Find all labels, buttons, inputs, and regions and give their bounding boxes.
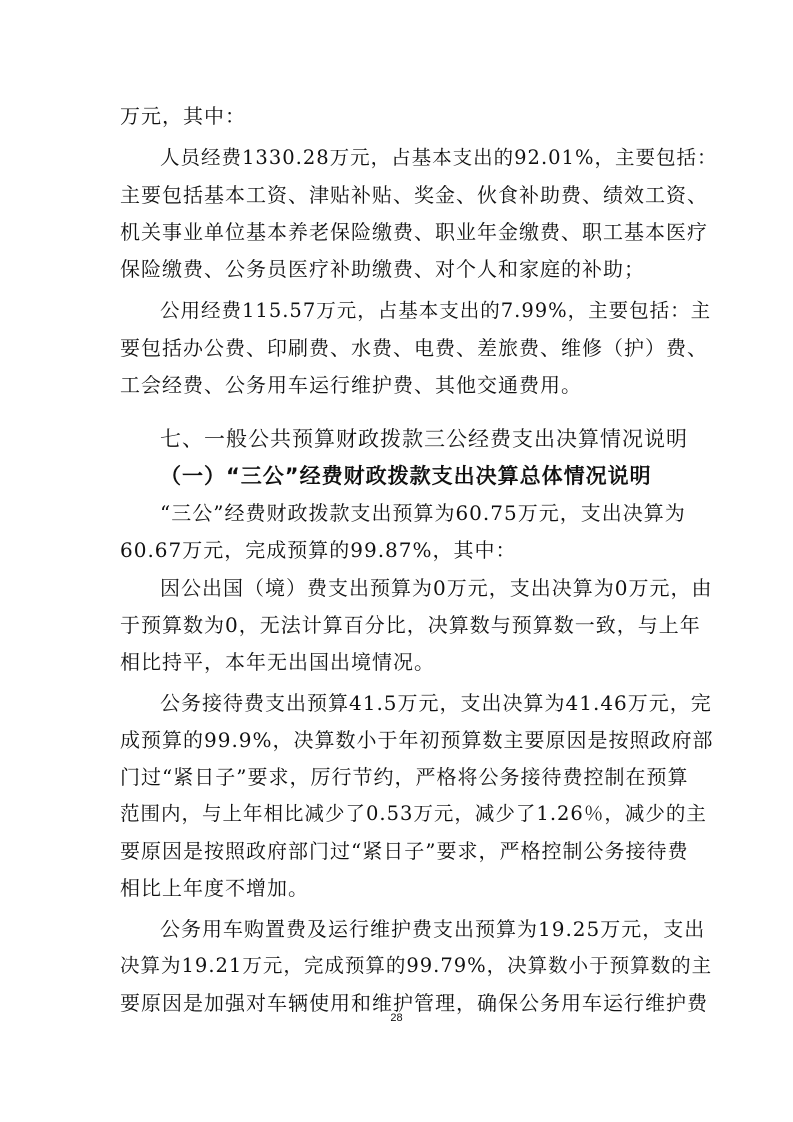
body-text-line: 范围内，与上年相比减少了0.53万元，减少了1.26％，减少的主 xyxy=(120,802,707,825)
body-text-line: 决算为19.21万元，完成预算的99.79%，决算数小于预算数的主 xyxy=(120,954,713,977)
body-text-line: 60.67万元，完成预算的99.87%，其中： xyxy=(120,538,517,562)
body-text-line: 工会经费、公务用车运行维护费、其他交通费用。 xyxy=(120,373,582,397)
body-text-line: 相比上年度不增加。 xyxy=(120,876,309,900)
body-text-line: 公务接待费支出预算41.5万元，支出决算为41.46万元，完 xyxy=(160,691,712,715)
body-text-line: 公务用车购置费及运行维护费支出预算为19.25万元，支出 xyxy=(160,917,706,941)
section-heading: 七、一般公共预算财政拨款三公经费支出决算情况说明 xyxy=(160,427,688,451)
body-text-line: 人员经费1330.28万元，占基本支出的92.01%，主要包括： xyxy=(160,146,718,169)
body-text-line: 成预算的99.9%，决算数小于年初预算数主要原因是按照政府部 xyxy=(120,728,714,752)
body-text-line: “三公”经费财政拨款支出预算为60.75万元，支出决算为 xyxy=(160,501,686,525)
body-text-line: 要原因是加强对车辆使用和维护管理，确保公务用车运行维护费 xyxy=(120,991,708,1015)
body-text-line: 于预算数为0，无法计算百分比，决算数与预算数一致，与上年 xyxy=(120,613,701,637)
body-text-line: 万元，其中： xyxy=(120,104,246,128)
page-number: 28 xyxy=(390,1012,403,1024)
body-text-line: 机关事业单位基本养老保险缴费、职业年金缴费、职工基本医疗 xyxy=(120,220,708,244)
body-text-line: 保险缴费、公务员医疗补助缴费、对个人和家庭的补助； xyxy=(120,257,645,281)
body-text-line: 相比持平，本年无出国出境情况。 xyxy=(120,650,435,674)
body-text-line: 要原因是按照政府部门过“紧日子”要求，严格控制公务接待费 xyxy=(120,839,689,863)
body-text-line: 主要包括基本工资、津贴补贴、奖金、伙食补助费、绩效工资、 xyxy=(120,183,708,207)
body-text-line: 门过“紧日子”要求，厉行节约，严格将公务接待费控制在预算 xyxy=(120,765,689,789)
body-text-line: 因公出国（境）费支出预算为0万元，支出决算为0万元，由 xyxy=(160,576,713,600)
body-text-line: 要包括办公费、印刷费、水费、电费、差旅费、维修（护）费、 xyxy=(120,336,708,360)
body-text-line: 公用经费115.57万元，占基本支出的7.99%，主要包括：主 xyxy=(160,299,712,322)
subsection-heading: （一）“三公”经费财政拨款支出决算总体情况说明 xyxy=(160,464,652,488)
